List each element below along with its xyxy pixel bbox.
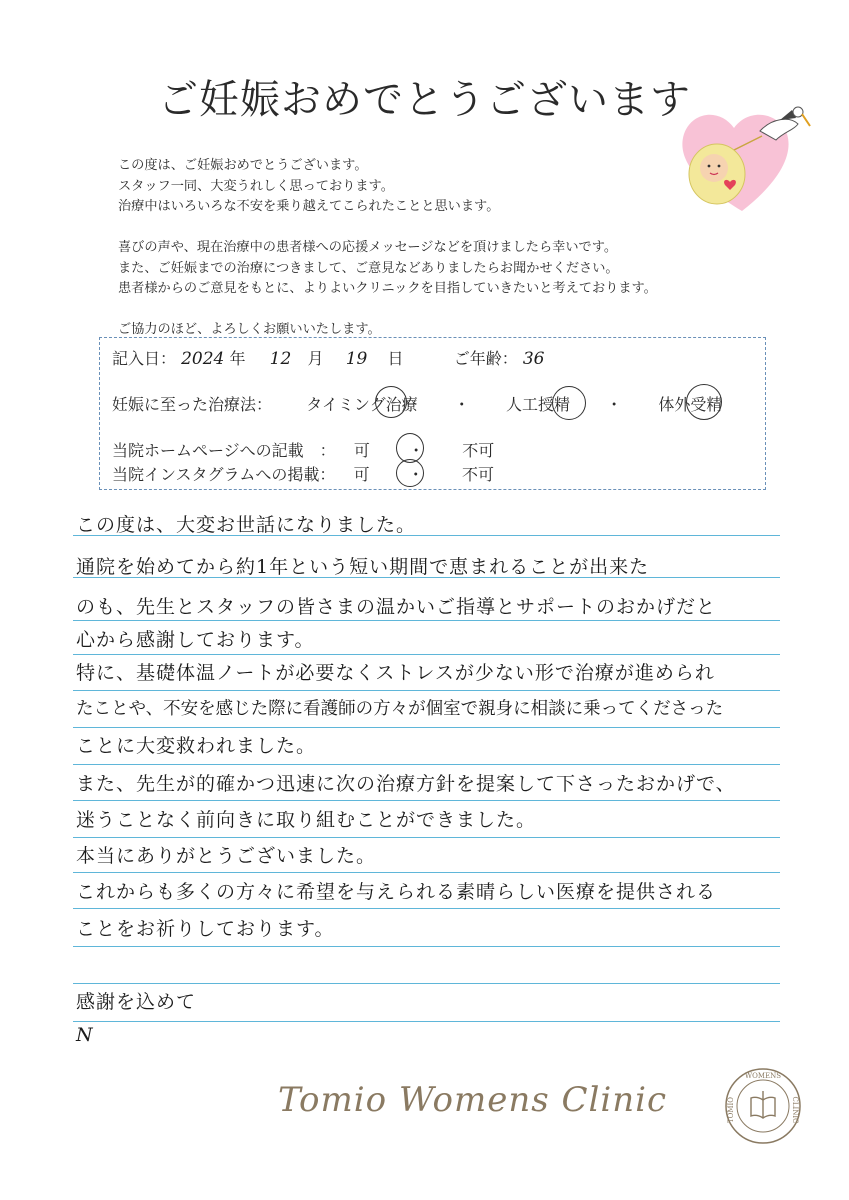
entry-date-month[interactable]: 12 — [269, 349, 292, 369]
handwritten-circle-mark — [375, 386, 407, 418]
handwritten-circle-mark — [686, 384, 722, 420]
treatment-option-ivf[interactable]: 体外受精 — [658, 395, 723, 414]
clinic-emblem-logo — [723, 1066, 803, 1146]
age-label: ご年齢： — [453, 349, 518, 368]
signature-initial: N — [76, 1024, 94, 1046]
handwritten-circle-mark — [396, 459, 424, 487]
intro-line: 治療中はいろいろな不安を乗り越えてこられたことと思います。 — [118, 199, 500, 214]
treatment-row — [112, 392, 722, 415]
instagram-no-option[interactable]: 不可 — [461, 465, 494, 484]
intro-line: 喜びの声や、現在治療中の患者様への応援メッセージなどを頂けましたら幸いです。 — [118, 240, 618, 255]
instagram-separator: ・ — [407, 465, 424, 484]
instagram-yes-option[interactable]: 可 — [353, 465, 370, 484]
message-line: 通院を始めてから約1年という短い期間で恵まれることが出来た — [76, 556, 650, 578]
month-unit: 月 — [307, 349, 324, 368]
intro-line: 患者様からのご意見をもとに、よりよいクリニックを目指していきたいと考えております。 — [118, 281, 657, 296]
svg-text:WOMENS: WOMENS — [744, 1072, 782, 1080]
homepage-no-option[interactable]: 不可 — [462, 441, 495, 460]
svg-text:CLINIC: CLINIC — [791, 1096, 799, 1124]
day-unit: 日 — [387, 349, 404, 368]
svg-text:TOMIO: TOMIO — [727, 1096, 735, 1124]
intro-line: ご協力のほど、よろしくお願いいたします。 — [118, 322, 381, 337]
message-line: のも、先生とスタッフの皆さまの温かいご指導とサポートのおかげだと — [76, 596, 717, 618]
date-age-row — [112, 346, 544, 369]
message-line: 心から感謝しております。 — [76, 629, 315, 651]
treatment-option-iui[interactable]: 人工授精 — [505, 395, 570, 414]
age-value[interactable]: 36 — [522, 349, 545, 369]
stork-head — [793, 107, 803, 117]
message-line: 特に、基礎体温ノートが必要なくストレスが少ない形で治療が進められ — [76, 662, 715, 684]
message-line: また、先生が的確かつ迅速に次の治療方針を提案して下さったおかげで、 — [76, 773, 736, 795]
entry-date-label: 記入日： — [112, 349, 177, 368]
message-line: 本当にありがとうございました。 — [76, 845, 377, 867]
intro-line: この度は、ご妊娠おめでとうございます。 — [118, 158, 368, 173]
instagram-label: 当院インスタグラムへの掲載： — [112, 465, 336, 484]
intro-line: また、ご妊娠までの治療につきまして、ご意見などありましたらお聞かせください。 — [118, 260, 619, 276]
message-line: この度は、大変お世話になりました。 — [76, 514, 417, 536]
homepage-yes-option[interactable]: 可 — [353, 441, 370, 460]
treatment-separator: ・ — [606, 395, 623, 414]
entry-date-day[interactable]: 19 — [345, 349, 368, 369]
handwritten-circle-mark — [552, 386, 586, 420]
patient-info-form — [99, 337, 766, 490]
message-line: ことをお祈りしております。 — [76, 918, 335, 940]
instagram-permission-row — [112, 462, 494, 485]
message-line: 迷うことなく前向きに取り組むことができました。 — [76, 809, 537, 831]
homepage-permission-row — [112, 438, 494, 461]
page-title: ご妊娠おめでとうございます — [158, 77, 691, 123]
clinic-name-logo: Tomio Womens Clinic — [278, 1080, 668, 1120]
intro-line: スタッフ一同、大変うれしく思っております。 — [118, 178, 394, 194]
message-line: ことに大変救われました。 — [76, 735, 317, 757]
homepage-label: 当院ホームページへの記載 ： — [112, 441, 336, 460]
closing-line: 感謝を込めて — [76, 991, 197, 1013]
treatment-label: 妊娠に至った治療法： — [112, 395, 273, 414]
entry-date-year[interactable]: 2024 — [181, 349, 225, 369]
message-line: たことや、不安を感じた際に看護師の方々が個室で親身に相談に乗ってくださった — [76, 699, 724, 719]
message-line: これからも多くの方々に希望を与えられる素晴らしい医療を提供される — [76, 881, 717, 903]
homepage-separator: ・ — [408, 441, 425, 460]
treatment-separator: ・ — [453, 395, 470, 414]
treatment-option-timing[interactable]: タイミング治療 — [306, 395, 418, 414]
year-unit: 年 — [229, 349, 246, 368]
intro-text — [118, 156, 758, 341]
stork-beak — [802, 114, 810, 126]
